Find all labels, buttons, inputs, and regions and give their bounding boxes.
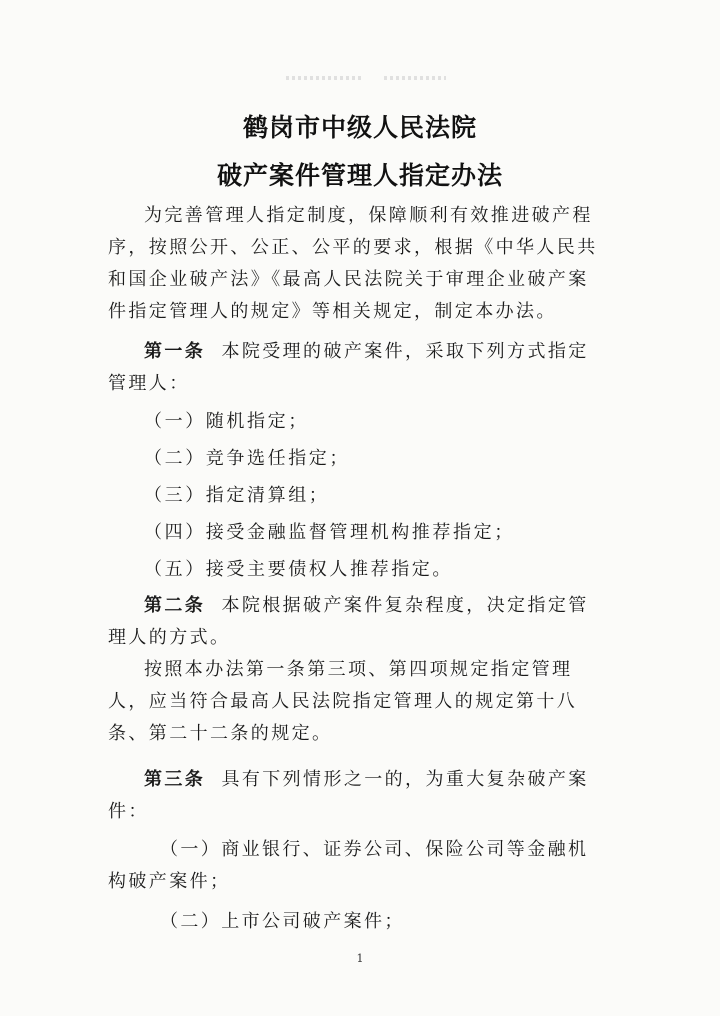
page-number: 1 [356,952,364,965]
title-document: 破产案件管理人指定办法 [216,161,503,190]
article1-heading: 第一条 [144,341,206,362]
article1-paragraph [108,336,608,400]
article1-item-5: （五）接受主要债权人推荐指定。 [144,559,453,580]
article3-paragraph [108,764,608,828]
scan-artifact [286,76,364,80]
article2-heading: 第二条 [144,595,206,616]
article1-item-1: （一）随机指定； [144,411,309,432]
article2-paragraph [108,590,608,654]
article3-item-1: （一）商业银行、证券公司、保险公司等金融机构破产案件； [108,839,589,892]
article1-item-4: （四）接受金融监督管理机构推荐指定； [144,522,515,543]
article3-text: 具有下列情形之一的，为重大复杂破产案件： [108,769,589,822]
article2-text: 本院根据破产案件复杂程度，决定指定管理人的方式。 [108,595,589,648]
article3-heading: 第三条 [144,769,206,790]
scan-artifact [384,76,446,80]
article2-paragraph-2: 按照本办法第一条第三项、第四项规定指定管理人，应当符合最高人民法院指定管理人的规定第十八条、第二十二条的规定。 [108,659,578,744]
title-court: 鹤岗市中级人民法院 [242,113,477,142]
article1-item-3: （三）指定清算组； [144,485,330,506]
preamble-paragraph: 为完善管理人指定制度，保障顺利有效推进破产程序，按照公开、公正、公平的要求，根据《中华人民共和国企业破产法》《最高人民法院关于审理企业破产案件指定管理人的规定》等相关规定，制定本办法。 [108,205,598,322]
article3-item-2: （二）上市公司破产案件； [160,911,405,932]
article1-item-2: （二）竞争选任指定； [144,448,350,469]
article1-text: 本院受理的破产案件，采取下列方式指定管理人： [108,341,589,394]
